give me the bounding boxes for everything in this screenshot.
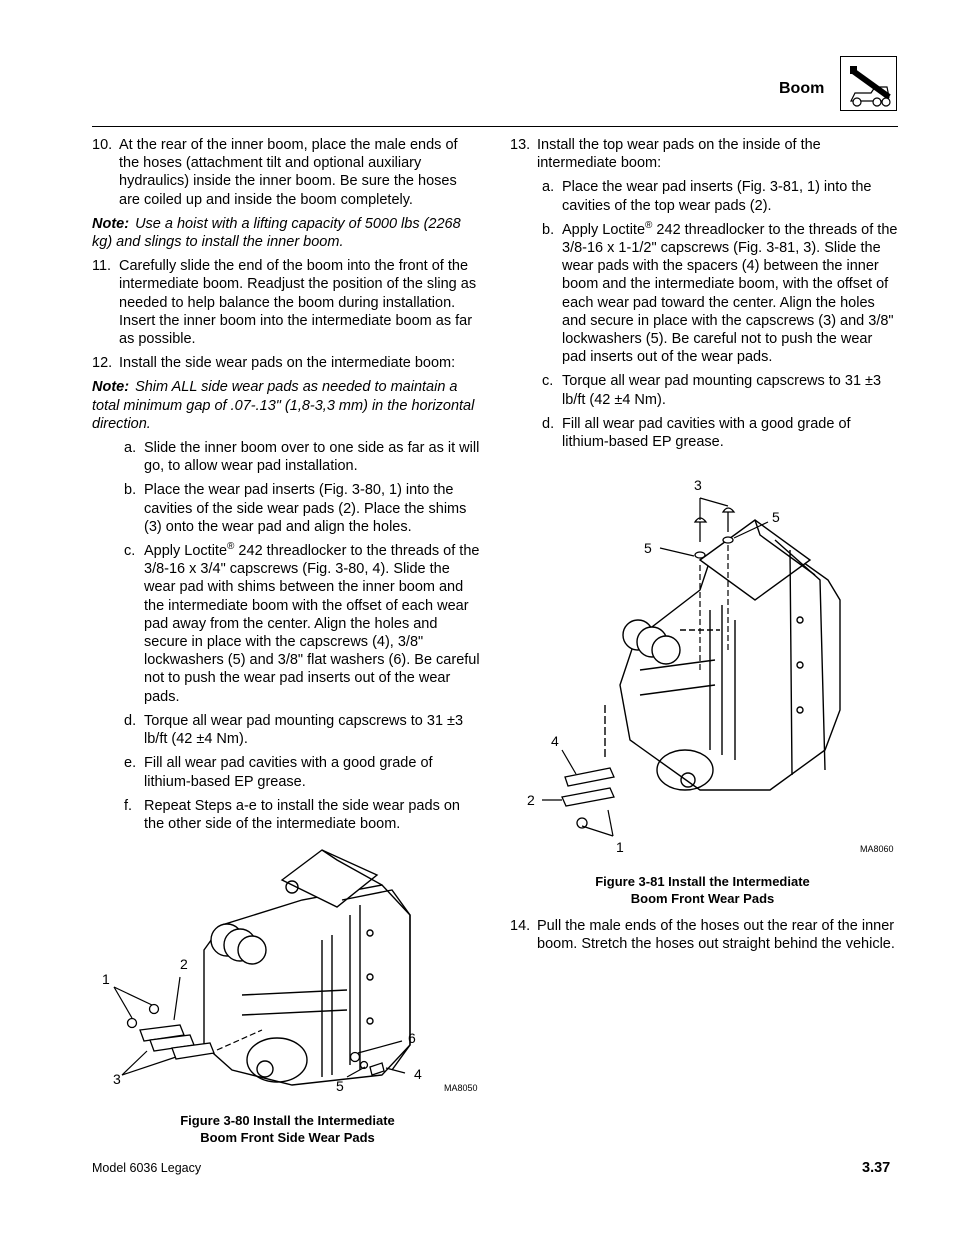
substep-d — [510, 415, 898, 451]
note-label: Note: — [92, 379, 130, 396]
caption-line-1: Figure 3-80 Install the Intermediate — [180, 1113, 395, 1128]
note-text: Use a hoist with a lifting capacity of 5000 lbs (2268 kg) and slings to install the inner boom. — [92, 215, 461, 251]
substep-letter: a. — [124, 440, 137, 457]
substep-text: Torque all wear pad mounting capscrews to 31 ±3 lb/ft (42 ±4 Nm). — [562, 373, 882, 408]
step-13 — [510, 136, 898, 172]
callout-6: 6 — [408, 1030, 416, 1046]
substep-text: Fill all wear pad cavities with a good grade of lithium-based EP grease. — [562, 415, 851, 451]
figure-3-80-illustration — [92, 845, 484, 1100]
note-text: Shim ALL side wear pads as needed to maintain a total minimum gap of .07-.13" (1,8-3,3 mm) in the horizontal direction. — [92, 379, 475, 432]
substep-letter: a. — [542, 179, 555, 196]
substep-letter: b. — [124, 482, 137, 499]
step-number: 10. — [92, 137, 113, 153]
figure-code: MA8050 — [444, 1083, 478, 1093]
callout-4: 4 — [414, 1066, 422, 1082]
note-hoist — [92, 215, 480, 251]
step-text: At the rear of the inner boom, place the male ends of the hoses (attachment tilt and optional auxiliary hydraulics) inside the inner boom. Be sure the hoses are coiled up and inside the boom completely. — [119, 137, 458, 208]
section-title: Boom — [779, 80, 825, 97]
callout-5-left: 5 — [644, 540, 652, 556]
left-column — [92, 136, 480, 839]
figure-3-81-caption — [565, 873, 840, 907]
substep-text: Place the wear pad inserts (Fig. 3-80, 1) into the cavities of the side wear pads (2). Place the shims (3) onto the wear pad and align the holes. — [144, 482, 467, 535]
right-column-bottom — [510, 917, 898, 959]
callout-1: 1 — [616, 839, 624, 855]
substep-b — [92, 481, 480, 536]
substep-letter: c. — [124, 543, 136, 560]
callout-3: 3 — [694, 477, 702, 493]
step-number: 14. — [510, 918, 531, 934]
caption-line-2: Boom Front Side Wear Pads — [200, 1130, 375, 1145]
substep-text: Place the wear pad inserts (Fig. 3-81, 1) into the cavities of the top wear pads (2). — [562, 179, 872, 214]
step-text: Carefully slide the end of the boom into the front of the intermediate boom. Readjust the position of the sling as needed to help balance the boom during installation. Insert the inner boom into the intermediate boom as far as possible. — [119, 258, 477, 348]
right-column — [510, 136, 898, 457]
callout-1: 1 — [102, 971, 110, 987]
callout-4: 4 — [551, 733, 559, 749]
step-text: Install the top wear pads on the inside of the intermediate boom: — [537, 137, 821, 172]
callout-3: 3 — [113, 1071, 121, 1087]
step-number: 13. — [510, 137, 531, 153]
step-number: 11. — [92, 258, 112, 275]
callout-5: 5 — [336, 1078, 344, 1094]
page-number: 3.37 — [862, 1160, 891, 1176]
substep-c — [510, 372, 898, 408]
substep-text: Torque all wear pad mounting capscrews to 31 ±3 lb/ft (42 ±4 Nm). — [144, 712, 464, 748]
figure-3-80-caption — [150, 1112, 425, 1146]
note-shim — [92, 378, 480, 433]
substep-letter: e. — [124, 755, 137, 772]
substep-a — [92, 439, 480, 475]
registered-mark: ® — [645, 219, 653, 231]
substep-text: Apply Loctite — [144, 543, 228, 560]
figure-3-81-illustration — [510, 470, 898, 862]
figure-code: MA8060 — [860, 844, 894, 854]
substep-text: Fill all wear pad cavities with a good grade of lithium-based EP grease. — [144, 755, 433, 790]
substep-f — [92, 797, 480, 833]
substep-a — [510, 178, 898, 214]
registered-mark: ® — [227, 541, 235, 553]
step-14 — [510, 917, 898, 953]
step-number: 12. — [92, 355, 113, 372]
step-text: Install the side wear pads on the intermediate boom: — [119, 355, 456, 372]
substep-text-cont: 242 threadlocker to the threads of the 3/8-16 x 3/4" capscrews (Fig. 3-80, 4). Slide the wear pad with shims between the inner boom and the intermediate boom with the offset of each wear pad away from the center. Align the holes and secure in place with the capscrews (4), 3/8" lockwashers (5) and 3/8" flat washers (6). Be careful not to push the wear pad inserts out of the wear pads. — [144, 543, 480, 705]
substep-text: Slide the inner boom over to one side as far as it will go, to allow wear pad installation. — [144, 440, 480, 475]
substep-e — [92, 754, 480, 790]
substep-letter: b. — [542, 221, 555, 238]
substep-letter: c. — [542, 373, 554, 390]
substep-letter: d. — [124, 712, 137, 729]
caption-line-1: Figure 3-81 Install the Intermediate — [595, 874, 810, 889]
substep-text: Apply Loctite — [562, 221, 646, 238]
callout-5-right: 5 — [772, 509, 780, 525]
callout-2: 2 — [527, 792, 535, 808]
substep-letter: f. — [124, 797, 133, 814]
note-label: Note: — [92, 215, 130, 232]
caption-line-2: Boom Front Wear Pads — [630, 891, 775, 906]
substep-text: Repeat Steps a-e to install the side wear pads on the other side of the intermediate boom. — [144, 797, 460, 832]
step-12 — [92, 354, 480, 372]
step-10 — [92, 136, 480, 209]
footer-model: Model 6036 Legacy — [92, 1161, 202, 1175]
step-text: Pull the male ends of the hoses out the rear of the inner boom. Stretch the hoses out straight behind the vehicle. — [537, 918, 895, 953]
substep-letter: d. — [542, 415, 555, 432]
callout-2: 2 — [180, 956, 188, 972]
substep-c — [92, 542, 480, 706]
substep-b — [510, 221, 898, 367]
substep-text-cont: 242 threadlocker to the threads of the 3/8-16 x 1-1/2" capscrews (Fig. 3-81, 3). Slide the wear pads with the spacers (4) between the inner boom and the intermediate boom, with the offset of each wear pad toward the center. Align the holes and secure in place with the capscrews (3) and 3/8" lockwashers (5). Be careful not to push the wear pad inserts out of the wear pads. — [562, 221, 898, 366]
step-11 — [92, 257, 480, 348]
boom-section-icon — [840, 56, 897, 111]
substep-d — [92, 712, 480, 748]
header-rule — [92, 126, 898, 127]
